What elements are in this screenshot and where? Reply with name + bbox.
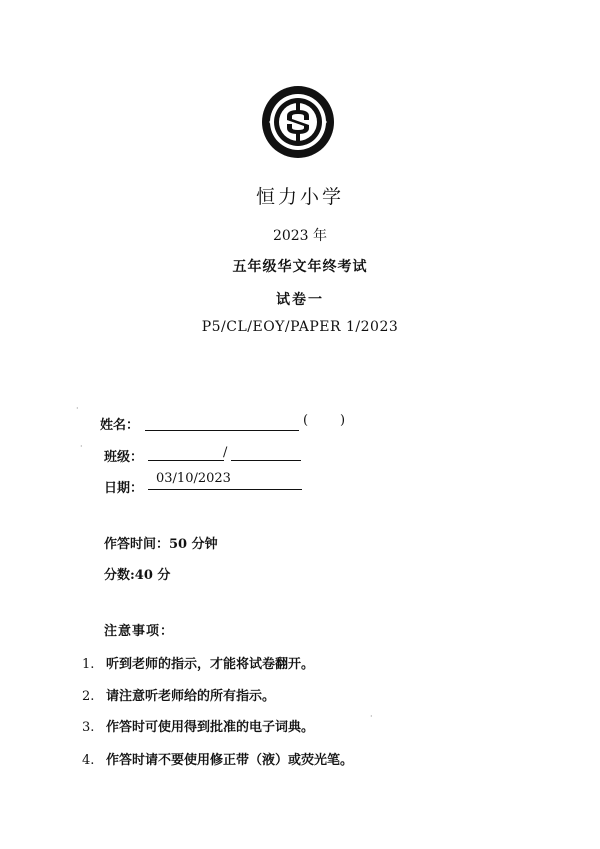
scan-speck: · [76,404,79,413]
class-label: 班级： [104,450,144,465]
note-item [82,685,275,704]
index-close-paren: ) [340,413,346,428]
index-open-paren: ( [303,413,309,428]
note-item [82,716,314,735]
paper-code: P5/CL/EOY/PAPER 1/2023 [201,319,399,335]
note-item [82,653,314,672]
note-text: 听到老师的指示，才能将试卷翻开。 [106,657,315,672]
note-item [82,749,353,768]
school-crest-icon [260,84,336,160]
school-name: 恒力小学 [255,186,344,208]
note-number: 3. [82,720,95,735]
class-separator: / [223,445,228,460]
exam-year: 2023 年 [272,228,328,244]
notes-heading: 注意事项： [104,624,175,639]
date-field [148,489,302,490]
date-label: 日期： [104,481,144,496]
name-field[interactable] [145,430,299,431]
note-number: 4. [82,753,95,768]
time-allowed: 作答时间：50 分钟 [104,537,218,552]
date-value: 03/10/2023 [156,471,231,486]
note-text: 作答时可使用得到批准的电子词典。 [106,720,315,735]
total-score: 分数:40 分 [104,568,171,583]
note-text: 请注意听老师给的所有指示。 [106,689,276,704]
scan-speck: · [80,442,83,451]
class-level-field[interactable] [148,460,224,461]
paper-number: 试卷一 [276,292,324,308]
note-number: 1. [82,657,95,672]
name-label: 姓名： [100,418,140,433]
note-text: 作答时请不要使用修正带（液）或荧光笔。 [106,753,354,768]
exam-title: 五年级华文年终考试 [232,259,368,275]
scan-speck: · [370,712,373,721]
class-name-field[interactable] [231,460,301,461]
note-number: 2. [82,689,95,704]
